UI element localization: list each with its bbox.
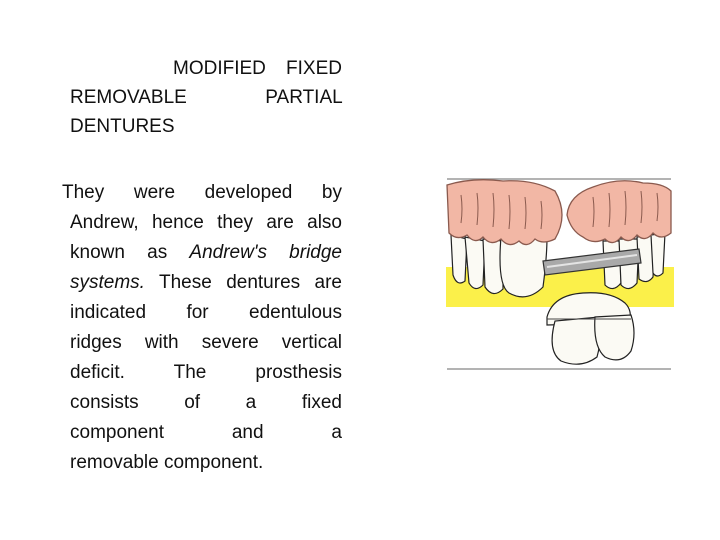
gum-left	[447, 180, 562, 245]
slide-title	[70, 54, 342, 141]
body-line-1: They were developed by	[62, 182, 342, 203]
andrews-bridge-illustration	[443, 175, 675, 373]
title-line-2: REMOVABLE PARTIAL	[70, 87, 342, 108]
body-line-4-rest: These dentures are	[144, 272, 342, 293]
body-line-9: component and a	[70, 422, 342, 443]
body-line-5: indicated for edentulous	[70, 302, 342, 323]
body-line-4	[62, 268, 342, 298]
body-line-3	[62, 238, 342, 268]
body-line-3-prefix: known as	[70, 242, 190, 263]
body-line-8: consists of a fixed	[70, 392, 342, 413]
title-line-1: MODIFIED FIXED	[173, 58, 342, 79]
andrews-bridge-figure	[443, 175, 675, 373]
body-paragraph	[62, 178, 342, 478]
title-line-3: DENTURES	[70, 116, 175, 137]
body-line-3-italic: Andrew's bridge	[189, 242, 342, 263]
body-line-10: removable component.	[70, 452, 264, 473]
gum-right	[567, 181, 671, 243]
removable-pontic	[547, 293, 634, 364]
body-line-4-italic: systems.	[70, 272, 145, 293]
body-line-7: deficit. The prosthesis	[70, 362, 342, 383]
body-line-2: Andrew, hence they are also	[70, 212, 342, 233]
body-line-6: ridges with severe vertical	[70, 332, 342, 353]
